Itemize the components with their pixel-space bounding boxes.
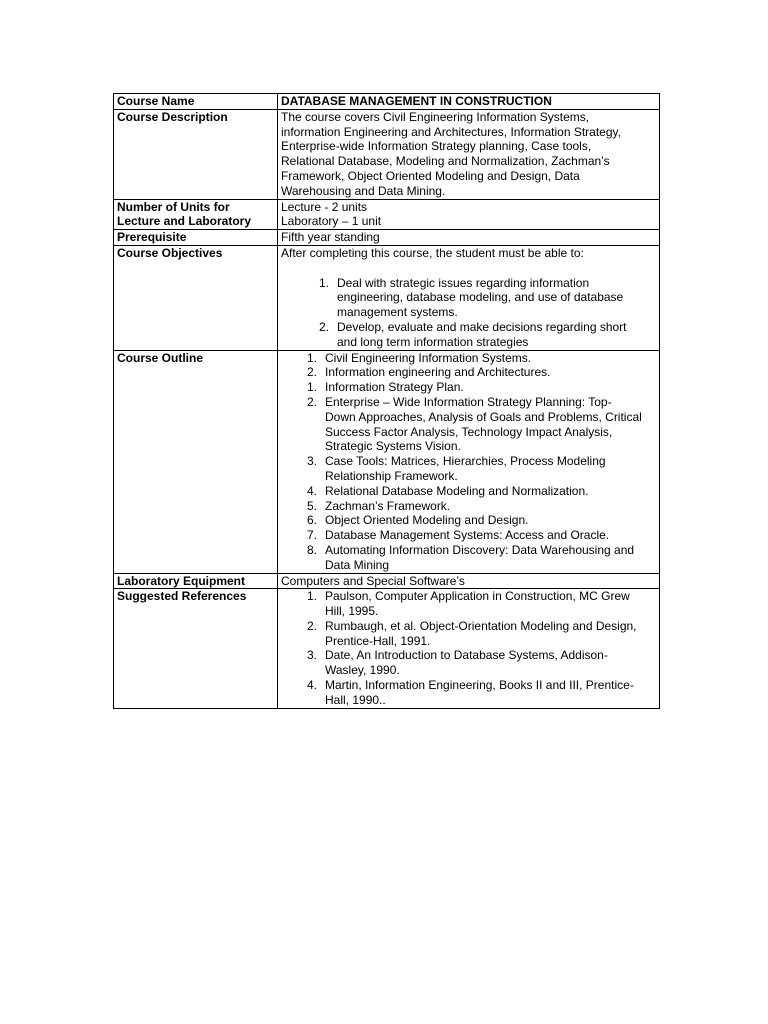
- references-label: Suggested References: [114, 589, 278, 708]
- list-item: [281, 678, 656, 708]
- units-label-line: Number of Units for: [117, 199, 230, 214]
- list-item-line: Database Management Systems: Access and Oracle.: [325, 528, 610, 543]
- course-name-value: DATABASE MANAGEMENT IN CONSTRUCTION: [278, 94, 660, 110]
- list-item: [281, 276, 656, 320]
- list-item: [281, 589, 656, 619]
- units-laboratory: Laboratory – 1 unit: [281, 214, 382, 229]
- list-item-line: engineering, database modeling, and use of database: [337, 290, 624, 305]
- course-syllabus-table: [113, 93, 660, 709]
- list-number: 1.: [306, 380, 317, 395]
- list-number: 2.: [318, 319, 329, 334]
- list-item-line: Prentice-Hall, 1991.: [325, 633, 431, 648]
- list-item-line: Relational Database Modeling and Normalization.: [325, 483, 589, 498]
- description-line: Enterprise-wide Information Strategy planning, Case tools,: [281, 139, 592, 154]
- course-objectives-value: [278, 245, 660, 350]
- course-description-label: Course Description: [114, 109, 278, 199]
- objectives-intro: After completing this course, the student must be able to:: [281, 245, 584, 260]
- list-item: [281, 380, 656, 395]
- list-item: [281, 454, 656, 484]
- list-item-line: Hill, 1995.: [325, 604, 379, 619]
- list-item-line: Zachman’s Framework.: [325, 498, 451, 513]
- course-name-label: Course Name: [114, 94, 278, 110]
- list-item-line: Information Strategy Plan.: [325, 380, 464, 395]
- references-value: [278, 589, 660, 708]
- references-list: [281, 589, 656, 707]
- objectives-list: [281, 276, 656, 350]
- course-objectives-label: Course Objectives: [114, 245, 278, 350]
- row-course-outline: [114, 350, 660, 573]
- list-item: [281, 543, 656, 573]
- list-item-line: Case Tools: Matrices, Hierarchies, Process Modeling: [325, 454, 606, 469]
- lab-equipment-label: Laboratory Equipment: [114, 573, 278, 589]
- list-item-line: Deal with strategic issues regarding information: [337, 275, 590, 290]
- list-item-line: and long term information strategies: [337, 334, 529, 349]
- description-line: information Engineering and Architectures, Information Strategy,: [281, 124, 621, 139]
- list-item: [281, 648, 656, 678]
- list-item-line: Down Approaches, Analysis of Goals and Problems, Critical: [325, 409, 642, 424]
- course-outline-label: Course Outline: [114, 350, 278, 573]
- list-item-line: Data Mining: [325, 557, 390, 572]
- list-number: 1.: [306, 350, 317, 365]
- list-item: [281, 513, 656, 528]
- list-number: 8.: [306, 542, 317, 557]
- list-item-line: management systems.: [337, 305, 458, 320]
- units-label: [114, 199, 278, 230]
- list-number: 1.: [306, 589, 317, 604]
- list-item: [281, 320, 656, 350]
- description-line: The course covers Civil Engineering Information Systems,: [281, 109, 590, 124]
- list-item-line: Date, An Introduction to Database Systems, Addison-: [325, 648, 608, 663]
- list-item: [281, 499, 656, 514]
- description-line: Framework, Object Oriented Modeling and Design, Data: [281, 168, 580, 183]
- description-line: Relational Database, Modeling and Normalization, Zachman’s: [281, 154, 610, 169]
- list-item: [281, 351, 656, 366]
- course-description-value: [278, 109, 660, 199]
- row-course-description: [114, 109, 660, 199]
- list-item-line: Automating Information Discovery: Data Warehousing and: [325, 542, 635, 557]
- list-item-line: Develop, evaluate and make decisions regarding short: [337, 319, 627, 334]
- list-item-line: Paulson, Computer Application in Construction, MC Grew: [325, 589, 630, 604]
- units-lecture: Lecture - 2 units: [281, 199, 368, 214]
- list-item-line: Object Oriented Modeling and Design.: [325, 513, 529, 528]
- units-value: [278, 199, 660, 230]
- description-line: Warehousing and Data Mining.: [281, 183, 446, 198]
- list-number: 1.: [318, 275, 329, 290]
- prerequisite-label: Prerequisite: [114, 230, 278, 246]
- list-item-line: Rumbaugh, et al. Object-Orientation Modeling and Design,: [325, 618, 637, 633]
- list-item-line: Hall, 1990..: [325, 692, 386, 707]
- list-number: 7.: [306, 528, 317, 543]
- list-item-line: Civil Engineering Information Systems.: [325, 350, 532, 365]
- row-units: [114, 199, 660, 230]
- list-item-line: Strategic Systems Vision.: [325, 439, 461, 454]
- list-item-line: Success Factor Analysis, Technology Impact Analysis,: [325, 424, 613, 439]
- list-number: 2.: [306, 365, 317, 380]
- list-item-line: Relationship Framework.: [325, 468, 458, 483]
- list-item: [281, 619, 656, 649]
- list-number: 3.: [306, 648, 317, 663]
- row-lab-equipment: [114, 573, 660, 589]
- list-item-line: Enterprise – Wide Information Strategy Planning: Top-: [325, 394, 612, 409]
- list-item: [281, 528, 656, 543]
- row-course-name: [114, 94, 660, 110]
- row-prerequisite: [114, 230, 660, 246]
- list-number: 5.: [306, 498, 317, 513]
- list-number: 2.: [306, 618, 317, 633]
- list-item: [281, 395, 656, 454]
- lab-equipment-value: Computers and Special Software’s: [278, 573, 660, 589]
- list-number: 4.: [306, 678, 317, 693]
- list-item-line: Information engineering and Architectures.: [325, 365, 551, 380]
- list-item: [281, 484, 656, 499]
- units-label-line: Lecture and Laboratory: [117, 214, 252, 229]
- list-item: [281, 365, 656, 380]
- row-course-objectives: [114, 245, 660, 350]
- outline-list: [281, 351, 656, 573]
- list-number: 2.: [306, 394, 317, 409]
- list-number: 3.: [306, 454, 317, 469]
- list-item-line: Wasley, 1990.: [325, 663, 400, 678]
- list-number: 4.: [306, 483, 317, 498]
- prerequisite-value: Fifth year standing: [278, 230, 660, 246]
- list-item-line: Martin, Information Engineering, Books II and III, Prentice-: [325, 678, 634, 693]
- row-references: [114, 589, 660, 708]
- list-number: 6.: [306, 513, 317, 528]
- course-outline-value: [278, 350, 660, 573]
